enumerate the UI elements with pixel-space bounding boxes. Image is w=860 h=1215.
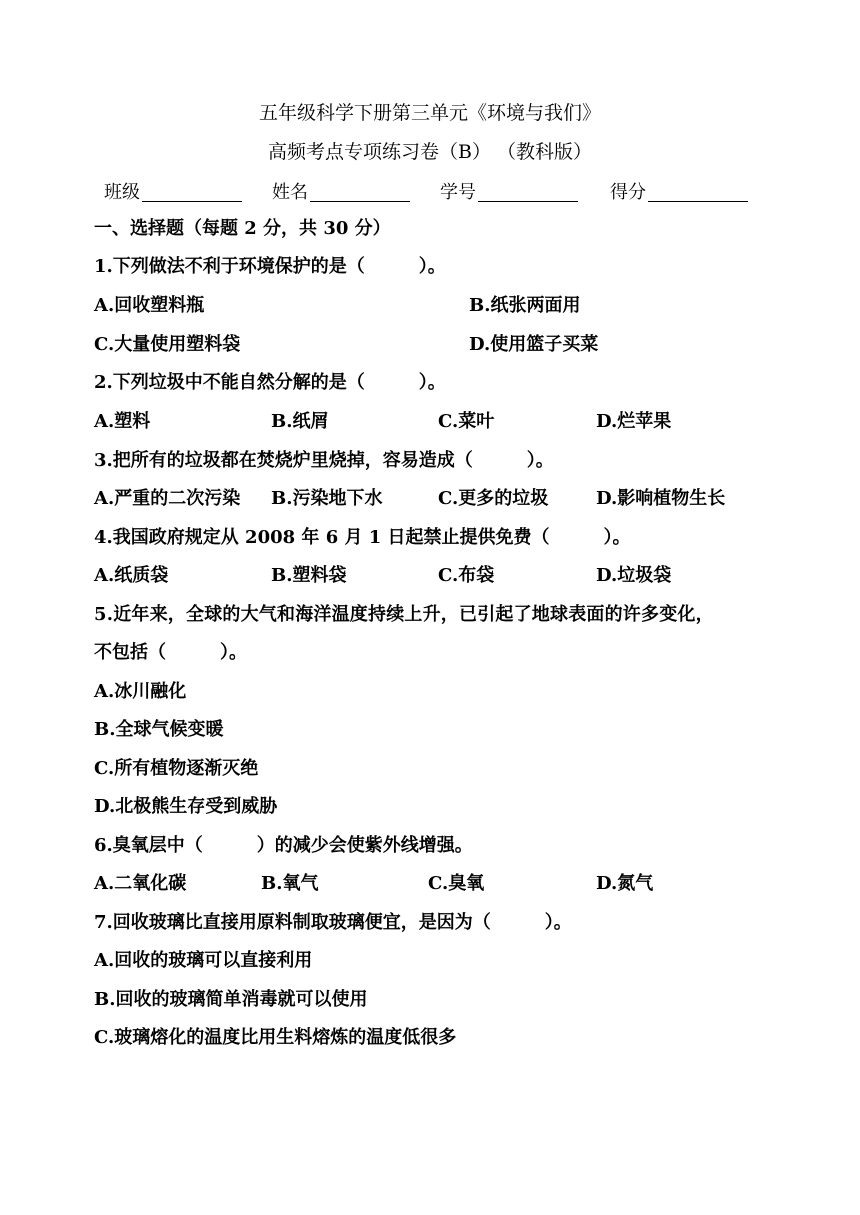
question-stem: 3.把所有的垃圾都在焚烧炉里烧掉，容易造成（ ）。 bbox=[94, 450, 554, 471]
option-d[interactable]: D.氮气 bbox=[596, 873, 654, 894]
question-stem: 7.回收玻璃比直接用原料制取玻璃便宜，是因为（ ）。 bbox=[94, 912, 572, 933]
option-c[interactable]: C.大量使用塑料袋 bbox=[94, 334, 241, 355]
student-info-row bbox=[104, 178, 764, 206]
number-field[interactable] bbox=[440, 178, 578, 204]
option-c[interactable]: C.玻璃熔化的温度比用生料熔炼的温度低很多 bbox=[94, 1027, 457, 1048]
question-stem: 1.下列做法不利于环境保护的是（ ）。 bbox=[94, 256, 446, 277]
option-d[interactable]: D.垃圾袋 bbox=[596, 565, 672, 586]
name-label: 姓名 bbox=[272, 182, 308, 203]
option-a[interactable]: A.纸质袋 bbox=[94, 565, 169, 586]
exam-title: 五年级科学下册第三单元《环境与我们》 bbox=[258, 102, 601, 124]
option-a[interactable]: A.冰川融化 bbox=[94, 681, 187, 702]
option-a[interactable]: A.二氧化碳 bbox=[94, 873, 187, 894]
class-field[interactable] bbox=[104, 178, 242, 204]
question-stem: 5.近年来，全球的大气和海洋温度持续上升，已引起了地球表面的许多变化， bbox=[94, 604, 714, 625]
option-b[interactable]: B.回收的玻璃简单消毒就可以使用 bbox=[94, 989, 368, 1010]
name-field[interactable] bbox=[272, 178, 410, 204]
score-field[interactable] bbox=[610, 178, 748, 204]
number-label: 学号 bbox=[440, 182, 476, 203]
option-d[interactable]: D.影响植物生长 bbox=[596, 488, 726, 509]
option-a[interactable]: A.塑料 bbox=[94, 411, 151, 432]
option-d[interactable]: D.使用篮子买菜 bbox=[469, 334, 599, 355]
option-c[interactable]: C.更多的垃圾 bbox=[438, 488, 549, 509]
question-stem: 6.臭氧层中（ ）的减少会使紫外线增强。 bbox=[94, 835, 473, 856]
class-blank[interactable] bbox=[142, 181, 242, 202]
exam-subtitle: 高频考点专项练习卷（B） （教科版） bbox=[267, 141, 592, 163]
option-b[interactable]: B.纸屑 bbox=[271, 411, 329, 432]
option-b[interactable]: B.全球气候变暖 bbox=[94, 719, 224, 740]
option-a[interactable]: A.严重的二次污染 bbox=[94, 488, 241, 509]
name-blank[interactable] bbox=[310, 181, 410, 202]
score-label: 得分 bbox=[610, 182, 646, 203]
option-c[interactable]: C.所有植物逐渐灭绝 bbox=[94, 758, 259, 779]
option-d[interactable]: D.烂苹果 bbox=[596, 411, 672, 432]
option-c[interactable]: C.布袋 bbox=[438, 565, 495, 586]
option-d[interactable]: D.北极熊生存受到威胁 bbox=[94, 796, 278, 817]
question-stem-continued: 不包括（ ）。 bbox=[94, 642, 247, 663]
option-a[interactable]: A.回收的玻璃可以直接利用 bbox=[94, 950, 313, 971]
option-b[interactable]: B.纸张两面用 bbox=[469, 295, 581, 316]
number-blank[interactable] bbox=[478, 181, 578, 202]
class-label: 班级 bbox=[104, 182, 140, 203]
option-c[interactable]: C.菜叶 bbox=[438, 411, 495, 432]
option-a[interactable]: A.回收塑料瓶 bbox=[94, 295, 205, 316]
option-b[interactable]: B.污染地下水 bbox=[271, 488, 383, 509]
score-blank[interactable] bbox=[648, 181, 748, 202]
option-c[interactable]: C.臭氧 bbox=[428, 873, 485, 894]
option-b[interactable]: B.塑料袋 bbox=[271, 565, 347, 586]
option-b[interactable]: B.氧气 bbox=[261, 873, 319, 894]
section-heading: 一、选择题（每题 2 分，共 30 分） bbox=[94, 218, 391, 239]
question-stem: 4.我国政府规定从 2008 年 6 月 1 日起禁止提供免费（ ）。 bbox=[94, 527, 631, 548]
question-stem: 2.下列垃圾中不能自然分解的是（ ）。 bbox=[94, 372, 446, 393]
